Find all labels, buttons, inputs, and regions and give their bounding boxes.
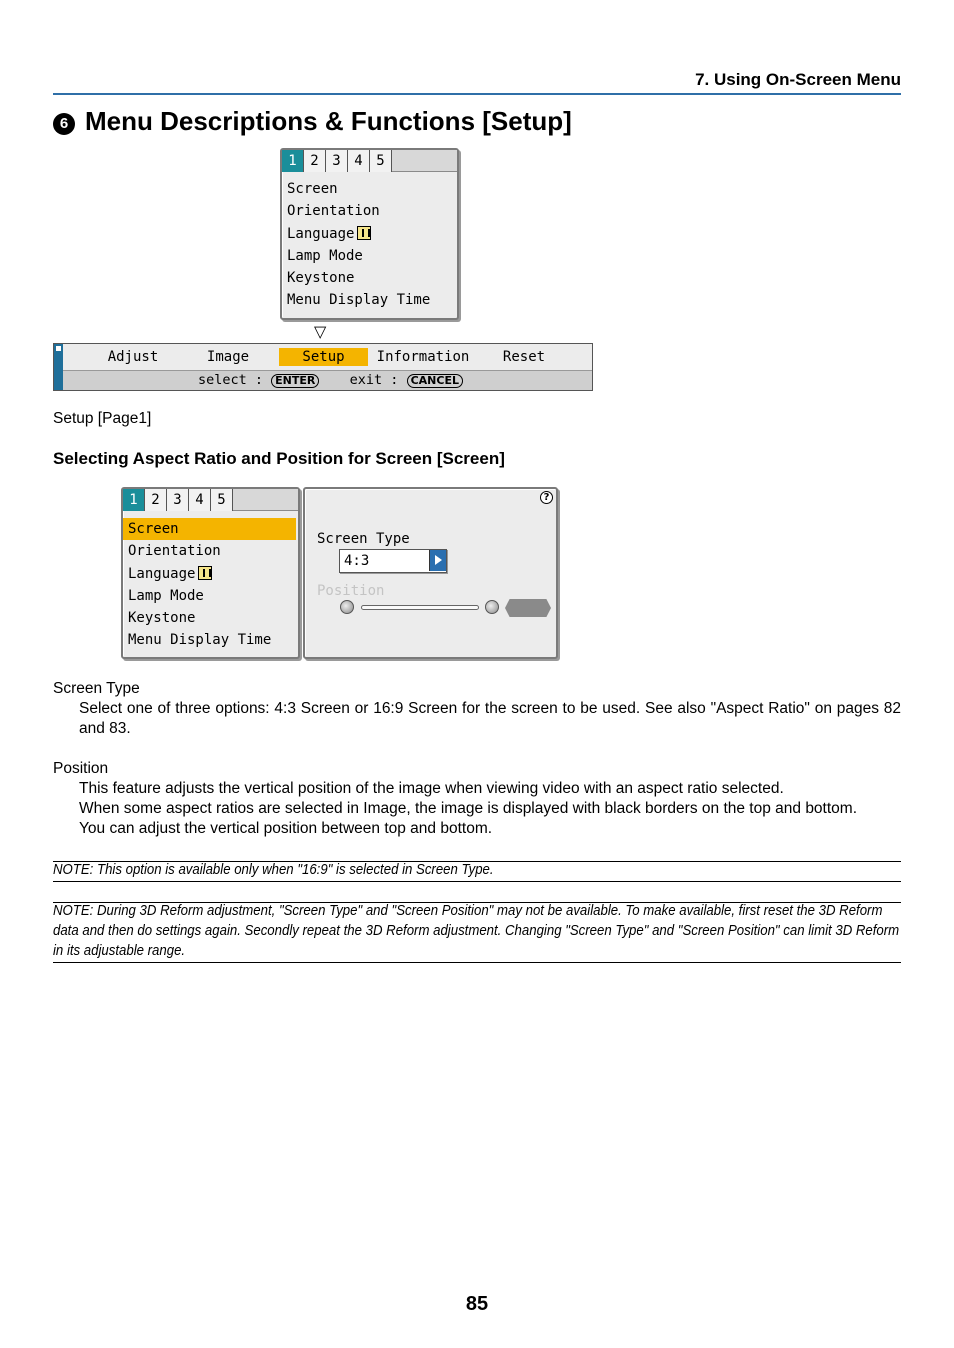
language-icon [198,566,212,580]
menubar-item-reset[interactable]: Reset [502,349,546,365]
position-line-2: When some aspect ratios are selected in Image, the image is displayed with black borders on the top and bottom. [79,800,858,817]
select-label: select : [198,372,264,388]
menu-item-screen[interactable]: Screen [123,518,296,540]
screen-type-value: 4:3 [344,553,370,569]
tab-2[interactable]: 2 [304,150,326,172]
section-title [53,106,572,137]
tab-3[interactable]: 3 [167,489,189,511]
menubar-item-information[interactable]: Information [376,349,470,365]
menu-item-lamp-mode[interactable]: Lamp Mode [287,247,363,264]
page-number: 85 [465,1293,489,1315]
chevron-right-icon[interactable] [429,550,446,571]
enter-key: ENTER [271,374,319,388]
menubar-item-image[interactable]: Image [206,349,250,365]
menubar-item-adjust[interactable]: Adjust [107,349,159,365]
help-icon[interactable]: ? [540,491,553,504]
tab-4[interactable]: 4 [348,150,370,172]
note-rule-bottom-2 [53,962,901,963]
menu-list [123,511,298,652]
position-heading: Position [53,760,109,777]
screen-settings-panel [303,487,558,659]
menu-list [282,172,457,312]
language-icon [357,226,371,240]
page-tabs [282,150,457,172]
tab-1[interactable]: 1 [282,150,304,172]
setup-page1-menu [280,148,459,320]
tab-4[interactable]: 4 [189,489,211,511]
tab-5[interactable]: 5 [370,150,392,172]
subsection-title: Selecting Aspect Ratio and Position for Screen [Screen] [53,449,505,468]
slider-left-button[interactable] [340,600,354,614]
menu-item-language[interactable] [123,563,298,585]
position-label: Position [317,583,385,599]
screen-type-label: Screen Type [317,531,410,547]
note-2: NOTE: During 3D Reform adjustment, "Screen Type" and "Screen Position" may not be available. To make available, first reset the 3D Reform data and then do settings again. Secondly repeat the 3D Reform adjustment. Changing "Screen Type" and "Screen Position" can limit 3D Reform in its adjustable range. [53,902,900,959]
position-value-display [505,599,551,617]
menubar-hint [63,370,592,390]
down-arrow-icon: ▽ [314,322,327,341]
position-line-1: This feature adjusts the vertical position of the image when viewing video with an aspect ratio selected. [79,780,784,797]
tab-1[interactable]: 1 [123,489,145,511]
menu-item-label: Language [128,565,196,582]
tab-2[interactable]: 2 [145,489,167,511]
menubar-stripe [54,344,63,390]
menu-item-language[interactable] [282,223,457,245]
menubar-items [63,344,592,370]
menu-item-keystone[interactable]: Keystone [287,270,355,287]
position-slider[interactable] [361,605,479,610]
menu-item-screen[interactable]: Screen [287,181,338,197]
slider-right-button[interactable] [485,600,499,614]
menubar-item-setup[interactable]: Setup [279,348,368,366]
chapter-header: 7. Using On-Screen Menu [695,70,901,89]
note-1: NOTE: This option is available only when "16:9" is selected in Screen Type. [53,861,494,878]
screen-menu-list [121,487,300,659]
header-rule [53,93,901,95]
menu-item-menu-display-time[interactable]: Menu Display Time [128,632,272,649]
menu-item-menu-display-time[interactable]: Menu Display Time [287,292,431,309]
key-hints [198,372,463,388]
screen-type-select[interactable] [339,549,447,573]
page-tabs [123,489,298,511]
screen-type-description: Select one of three options: 4:3 Screen or 16:9 Screen for the screen to be used. See also "Aspect Ratio" on pages 82 and 83. [79,700,901,737]
section-number-badge: 6 [53,113,75,135]
note-rule-bottom-1 [53,881,901,882]
menu-item-orientation[interactable]: Orientation [128,543,221,560]
menu-item-label: Language [287,225,355,242]
menu-item-keystone[interactable]: Keystone [128,610,196,627]
menu-item-lamp-mode[interactable]: Lamp Mode [128,587,204,604]
tab-5[interactable]: 5 [211,489,233,511]
figure-caption: Setup [Page1] [53,410,152,427]
exit-label: exit : [349,372,399,388]
menu-item-orientation[interactable]: Orientation [287,203,380,220]
section-title-text: Menu Descriptions & Functions [Setup] [85,106,572,136]
cancel-key: CANCEL [407,374,463,388]
position-line-3: You can adjust the vertical position between top and bottom. [79,820,493,837]
tab-3[interactable]: 3 [326,150,348,172]
main-menubar [53,343,593,391]
screen-type-heading: Screen Type [53,680,140,697]
